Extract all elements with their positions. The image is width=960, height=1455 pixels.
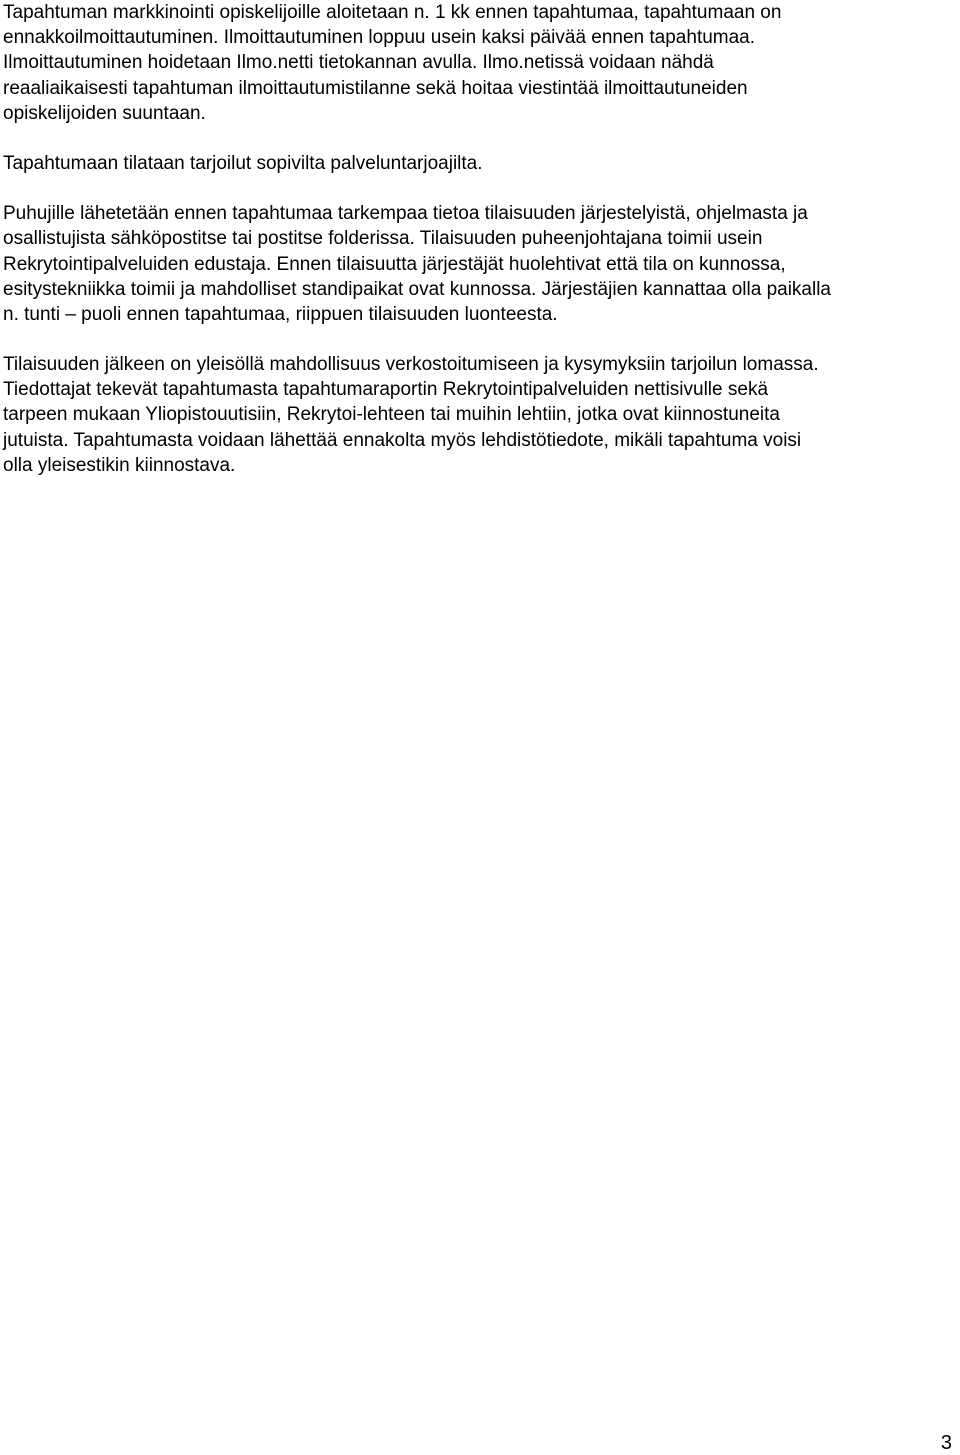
text-line: Puhujille lähetetään ennen tapahtumaa tarkempaa tietoa tilaisuuden järjestelyistä, ohjelmasta ja xyxy=(3,203,808,225)
paragraph-marketing xyxy=(3,0,953,126)
text-line: Tapahtumaan tilataan tarjoilut sopivilta palveluntarjoajilta. xyxy=(3,152,483,174)
paragraph-catering xyxy=(3,151,953,176)
text-line: reaaliaikaisesti tapahtuman ilmoittautumistilanne sekä hoitaa viestintää ilmoittautuneiden xyxy=(3,77,748,99)
text-line: tarpeen mukaan Yliopistouutisiin, Rekrytoi-lehteen tai muihin lehtiin, jotka ovat kiinnostuneita xyxy=(3,404,780,426)
page-number: 3 xyxy=(940,1432,952,1454)
text-line: Tapahtuman markkinointi opiskelijoille aloitetaan n. 1 kk ennen tapahtumaa, tapahtumaan on xyxy=(3,2,782,23)
text-line: Rekrytointipalveluiden edustaja. Ennen tilaisuutta järjestäjät huolehtivat että tila on kunnossa, xyxy=(3,253,786,275)
text-line: opiskelijoiden suuntaan. xyxy=(3,102,206,124)
text-line: olla yleisestikin kiinnostava. xyxy=(3,454,236,476)
text-line: Ilmoittautuminen hoidetaan Ilmo.netti tietokannan avulla. Ilmo.netissä voidaan nähdä xyxy=(3,52,714,74)
paragraph-speakers xyxy=(3,201,953,327)
text-line: Tiedottajat tekevät tapahtumasta tapahtumaraportin Rekrytointipalveluiden nettisivulle sekä xyxy=(3,379,769,401)
text-line: jutuista. Tapahtumasta voidaan lähettää ennakolta myös lehdistötiedote, mikäli tapahtuma voisi xyxy=(3,429,802,451)
paragraph-after-event xyxy=(3,352,953,478)
document-body xyxy=(3,0,953,478)
text-line: osallistujista sähköpostitse tai postitse folderissa. Tilaisuuden puheenjohtajana toimii usein xyxy=(3,228,763,250)
text-line: n. tunti – puoli ennen tapahtumaa, riippuen tilaisuuden luonteesta. xyxy=(3,303,558,325)
text-line: Tilaisuuden jälkeen on yleisöllä mahdollisuus verkostoitumiseen ja kysymyksiin tarjoilun lomassa. xyxy=(3,354,819,376)
text-line: esitystekniikka toimii ja mahdolliset standipaikat ovat kunnossa. Järjestäjien kannattaa olla paikalla xyxy=(3,278,832,300)
text-line: ennakkoilmoittautuminen. Ilmoittautuminen loppuu usein kaksi päivää ennen tapahtumaa. xyxy=(3,27,756,49)
